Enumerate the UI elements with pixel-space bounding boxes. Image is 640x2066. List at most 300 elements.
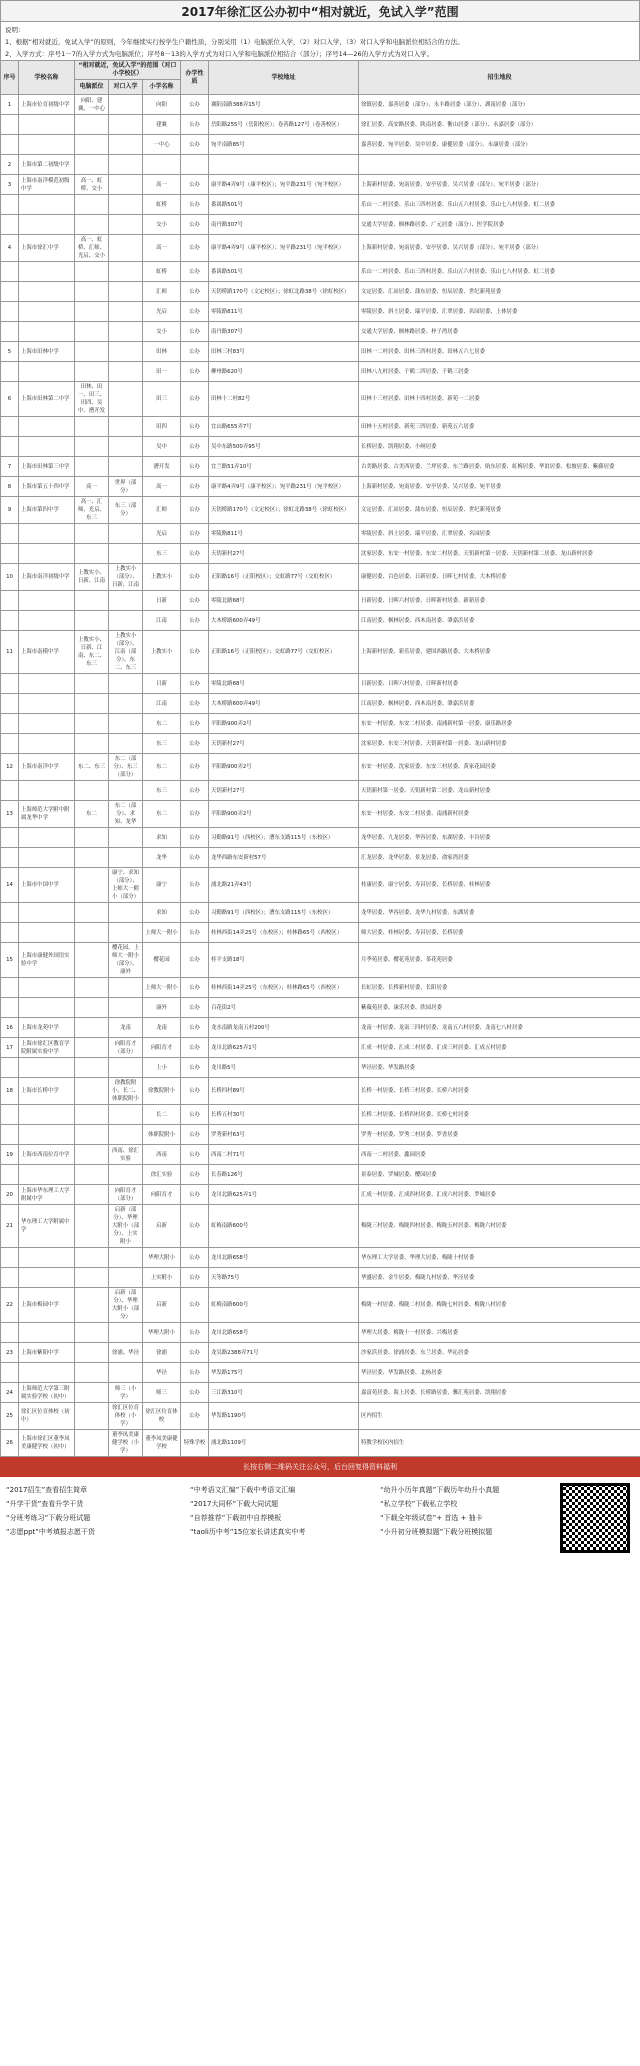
table-row [1,1288,640,1323]
header-direct: 对口入学 [109,80,143,95]
table-row [1,1403,640,1430]
cell-address: 零陵路811号 [209,524,359,544]
cell-direct [109,95,143,115]
cell-zone: 师大居委、桂林居委、寿昌居委、长桥居委 [359,923,640,943]
table-row [1,1343,640,1363]
table-row [1,115,640,135]
cell-address: 岳阳路255号（岳阳校区）；卷善路127号（卷善校区） [209,115,359,135]
footer-link[interactable]: “志愿ppt”中考填报志愿干货 [6,1528,95,1536]
cell-lottery [75,674,109,694]
cell-nature: 公办 [181,1165,209,1185]
cell-address: 天钥新村27号 [209,781,359,801]
cell-lottery [75,195,109,215]
enrollment-table [0,60,640,1457]
cell-address: 西南二村71号 [209,1145,359,1165]
cell-no [1,1058,19,1078]
cell-direct [109,262,143,282]
cell-address: 平阳路900弄2号 [209,754,359,781]
cell-primary: 虹桥 [143,262,181,282]
cell-primary: 田三 [143,382,181,417]
cell-nature: 公办 [181,302,209,322]
cell-direct [109,694,143,714]
cell-direct: 董李凤美康健学校（小学） [109,1430,143,1457]
cell-zone: 汇成一村居委、汇成四村居委、汇成六村居委、罗城居委 [359,1185,640,1205]
table-row [1,1363,640,1383]
cell-nature: 公办 [181,437,209,457]
table-row [1,1105,640,1125]
notes-line-2: 2、入学方式：序号1－7的入学方式为电脑派位；序号8－13的入学方式为对口入学和电脑派位相结合（部分）；序号14—26的入学方式为对口入学。 [5,50,434,58]
cell-nature: 公办 [181,1078,209,1105]
table-row [1,342,640,362]
cell-direct [109,135,143,155]
cell-school: 上海市南洋中学 [19,754,75,781]
cell-school [19,262,75,282]
table-row [1,135,640,155]
cell-zone: 徐镇居委、嘉善居委（部分）、永丰路居委（部分）、湖南居委（部分） [359,95,640,115]
cell-school: 上海市第二初级中学 [19,155,75,175]
cell-primary: 吴中 [143,437,181,457]
table-row [1,828,640,848]
cell-primary: 徐浦 [143,1343,181,1363]
cell-nature: 公办 [181,754,209,781]
cell-address: 桂林西街14弄25号（东校区）；桂林路65号（西校区） [209,978,359,998]
cell-address: 天钥新村27号 [209,734,359,754]
cell-lottery [75,1018,109,1038]
cell-no [1,135,19,155]
cell-direct [109,175,143,195]
cell-primary: 华理大附小 [143,1323,181,1343]
cell-school [19,282,75,302]
cell-primary: 东二 [143,801,181,828]
cell-nature: 公办 [181,115,209,135]
table-row [1,1383,640,1403]
cell-direct [109,302,143,322]
cell-zone: 嘉善居委、宛平居委、吴中居委、康健居委（部分）、永康居委（部分） [359,135,640,155]
cell-address: 南丹路307号 [209,322,359,342]
cell-primary: 体职院附小 [143,1125,181,1145]
cell-primary: 日新 [143,591,181,611]
cell-school [19,828,75,848]
cell-lottery [75,828,109,848]
cell-school: 上海市田林中学 [19,342,75,362]
cell-nature: 公办 [181,1363,209,1383]
cell-nature: 公办 [181,135,209,155]
cell-direct [109,1323,143,1343]
cell-school: 上海市田林第三中学 [19,457,75,477]
cell-primary: 高一 [143,477,181,497]
cell-school: 上海市南洋初级中学 [19,564,75,591]
cell-address: 正阳路16号（正阳校区）；交虹路77号（交虹校区） [209,564,359,591]
cell-direct [109,828,143,848]
cell-primary: 向阳 [143,95,181,115]
cell-primary: 董李凤美康健学校 [143,1430,181,1457]
cell-lottery [75,923,109,943]
cell-nature: 公办 [181,282,209,302]
cell-lottery: 高一、虹桥、汇师、光启、交小 [75,235,109,262]
cell-no [1,215,19,235]
cell-school: 上海市南模中学 [19,631,75,674]
cell-zone: 康健居委、百色居委、日新居委、日晖七村居委、大木桥居委 [359,564,640,591]
cell-lottery [75,611,109,631]
cell-primary: 一中心 [143,135,181,155]
cell-no [1,828,19,848]
footer-link[interactable]: “下载全年级试卷”+ 首选 + 抽卡 [380,1514,483,1522]
cell-address: 虹梅南路600号 [209,1205,359,1248]
cell-school [19,674,75,694]
cell-school [19,1323,75,1343]
cell-no: 12 [1,754,19,781]
cell-school: 上海市梅园中学 [19,1288,75,1323]
cell-lottery [75,1078,109,1105]
cell-lottery [75,262,109,282]
cell-school [19,115,75,135]
cell-nature: 公办 [181,215,209,235]
cell-school: 上海市长桥中学 [19,1078,75,1105]
footer-link[interactable]: “升学干货”查看升学干货 [6,1500,84,1508]
cell-zone: 徐汇居委、高安路居委、陕南居委、衡山居委（部分）、永嘉居委（部分） [359,115,640,135]
cell-primary: 康外 [143,998,181,1018]
cell-zone: 田林十五村居委、新苑三四居委、新苑五六居委 [359,417,640,437]
cell-no [1,302,19,322]
cell-lottery [75,903,109,923]
cell-no [1,1363,19,1383]
cell-school [19,1105,75,1125]
cell-school: 上海市徐汇区董李凤美康健学校（初中） [19,1430,75,1457]
cell-primary: 光启 [143,524,181,544]
cell-address: 吴中东路500弄95号 [209,437,359,457]
table-row [1,235,640,262]
cell-address: 长桥五村30号 [209,1105,359,1125]
cell-zone: 罗秀一村居委、罗秀二村居委、罗香居委 [359,1125,640,1145]
cell-nature: 公办 [181,1185,209,1205]
cell-school [19,1363,75,1383]
header-no: 序号 [1,61,19,95]
table-row [1,1165,640,1185]
footer-link[interactable]: “私立学校”下载私立学校 [380,1500,458,1508]
cell-zone: 文定居委、汇站居委、蒲东居委、恒辰居委、世纪新苑居委 [359,282,640,302]
cell-no [1,1248,19,1268]
notes-heading: 说明： [5,26,25,34]
cell-school: 上海市第四中学 [19,497,75,524]
table-row [1,477,640,497]
cell-nature: 公办 [181,998,209,1018]
cell-primary: 西南 [143,1145,181,1165]
cell-address: 田林三村83号 [209,342,359,362]
cell-school [19,611,75,631]
cell-lottery [75,1288,109,1323]
cell-no: 16 [1,1018,19,1038]
cell-school: 徐汇区位育体校（初中） [19,1403,75,1430]
cell-lottery [75,868,109,903]
cell-primary: 田四 [143,417,181,437]
cell-no: 8 [1,477,19,497]
cell-zone: 汇龙居委、龙华居委、景龙居委、俞家湾居委 [359,848,640,868]
notes [0,22,640,60]
cell-school [19,1058,75,1078]
footer-link[interactable]: “2017大同杯”下载大同试题 [190,1500,279,1508]
cell-lottery [75,978,109,998]
cell-address: 平阳路900弄2号 [209,714,359,734]
cell-nature: 公办 [181,1105,209,1125]
cell-zone: 梅陇三村居委、梅陇四村居委、梅陇五村居委、梅陇六村居委 [359,1205,640,1248]
cell-address: 桂林西街14弄25号（东校区）；桂林路65号（西校区） [209,923,359,943]
cell-zone: 日新居委、日晖六村居委、日晖新村居委 [359,674,640,694]
cell-direct [109,1165,143,1185]
cell-lottery [75,1430,109,1457]
table-row [1,382,640,417]
cell-no: 18 [1,1078,19,1105]
cell-direct: 徐浦、华泾 [109,1343,143,1363]
cell-primary: 光启 [143,302,181,322]
cell-direct [109,342,143,362]
header-range: “相对就近，免试入学”的范围（对口小学校区） [75,61,181,80]
cell-nature: 公办 [181,95,209,115]
cell-address: 零陵路811号 [209,302,359,322]
footer-col-1 [6,1483,95,1539]
cell-address: 龙川北路625弄1号 [209,1185,359,1205]
cell-school [19,591,75,611]
cell-no [1,674,19,694]
cell-no: 23 [1,1343,19,1363]
cell-lottery: 上教实小、日新、江南、东二、东三 [75,631,109,674]
cell-lottery [75,215,109,235]
cell-direct [109,362,143,382]
footer-link[interactable]: “幼升小历年真题”下载历年幼升小真题 [380,1486,500,1494]
cell-lottery [75,1125,109,1145]
cell-no [1,923,19,943]
cell-zone: 乐山一二村居委、乐山三四村居委、乐山五六村居委、乐山七八村居委、虹二居委 [359,262,640,282]
cell-address: 襄阳南路388弄15号 [209,95,359,115]
cell-address: 罗秀新村63号 [209,1125,359,1145]
cell-no: 15 [1,943,19,978]
table-row [1,155,640,175]
table-row [1,362,640,382]
footer-col-3 [380,1483,499,1539]
cell-nature: 公办 [181,1038,209,1058]
cell-address: 大木桥路600弄49号 [209,611,359,631]
cell-direct [109,674,143,694]
cell-school [19,734,75,754]
cell-primary: 徐汇实验 [143,1165,181,1185]
cell-primary: 交小 [143,322,181,342]
cell-address: 百花街2号 [209,998,359,1018]
cell-lottery: 上教实小、日新、江南 [75,564,109,591]
cell-no: 26 [1,1430,19,1457]
table-row [1,1145,640,1165]
cell-nature: 公办 [181,564,209,591]
cell-nature: 公办 [181,611,209,631]
table-row [1,734,640,754]
cell-nature [181,155,209,175]
cell-no [1,694,19,714]
cell-nature: 公办 [181,1018,209,1038]
cell-zone: 长虹居委、长桥新村居委、长阳居委 [359,978,640,998]
cell-no: 17 [1,1038,19,1058]
table-row [1,591,640,611]
cell-direct [109,591,143,611]
cell-primary: 华泾 [143,1363,181,1383]
cell-address: 南丹路307号 [209,215,359,235]
cell-zone: 零陵居委、斜土居委、瑞平居委、汇翠居委、名园居委、上体居委 [359,302,640,322]
cell-zone [359,155,640,175]
cell-address: 龙吴路2388弄71号 [209,1343,359,1363]
cell-nature: 公办 [181,1323,209,1343]
cell-school [19,923,75,943]
cell-address: 浦北路21弄43号 [209,868,359,903]
cell-primary: 启新 [143,1288,181,1323]
cell-direct [109,923,143,943]
cell-address: 龙川北路658号 [209,1323,359,1343]
cell-nature: 公办 [181,801,209,828]
footer-link[interactable]: “自荐推荐”下载初中自荐模板 [190,1514,282,1522]
cell-direct: 启新（部分）、华理大附小（部分） [109,1288,143,1323]
cell-lottery: 向阳、建襄、一中心 [75,95,109,115]
cell-lottery [75,1363,109,1383]
table-row [1,923,640,943]
cell-lottery [75,694,109,714]
cell-address: 龙川北路625弄1号 [209,1038,359,1058]
footer-link[interactable]: “小升初分班模拟题”下载分班模拟题 [380,1528,493,1536]
cell-direct [109,322,143,342]
cell-primary: 东三 [143,734,181,754]
cell-nature: 公办 [181,943,209,978]
cell-no [1,362,19,382]
cell-no [1,998,19,1018]
cell-address: 番禺路501号 [209,262,359,282]
cell-zone: 江南居委、枫林居委、西木南居委、肇嘉浜居委 [359,611,640,631]
footer-link[interactable]: “中考语文汇编”下载中考语文汇编 [190,1486,296,1494]
cell-direct: 樱花园、上师大一附小（部分）、康外 [109,943,143,978]
cell-direct [109,1058,143,1078]
cell-direct [109,235,143,262]
table-row [1,1430,640,1457]
cell-lottery [75,1205,109,1248]
cell-zone: 沙家浜居委、徐浦居委、东兰居委、华沁居委 [359,1343,640,1363]
cell-primary: 东三 [143,544,181,564]
cell-school [19,998,75,1018]
cell-school [19,302,75,322]
footer-link[interactable]: “taoli历中考”15位家长讲述真实中考 [190,1528,306,1536]
cell-address: 宜兰路51弄10号 [209,457,359,477]
cell-address: 龙川北路658号 [209,1248,359,1268]
cell-no: 6 [1,382,19,417]
cell-nature: 公办 [181,524,209,544]
table-row [1,754,640,781]
cell-nature: 公办 [181,1268,209,1288]
cell-nature: 公办 [181,1145,209,1165]
cell-zone: 东安一村居委、东安二村居委、南浦新村居委 [359,801,640,828]
cell-zone: 交通大学居委、枫林路居委、广元居委（部分）、医学院居委 [359,215,640,235]
cell-primary: 樱花园 [143,943,181,978]
table-row [1,175,640,195]
cell-direct: 上教实小（部分）、江南（部分）、东二、东三 [109,631,143,674]
cell-lottery [75,714,109,734]
table-row [1,262,640,282]
cell-nature: 公办 [181,631,209,674]
table-row [1,943,640,978]
cell-school [19,714,75,734]
cell-no: 22 [1,1288,19,1323]
cell-primary: 田一 [143,362,181,382]
cell-nature: 公办 [181,1125,209,1145]
cell-address: 浦北路1109号 [209,1430,359,1457]
cell-nature: 公办 [181,235,209,262]
footer-col-2 [190,1483,305,1539]
cell-address: 天钥新村27号 [209,544,359,564]
cell-lottery [75,943,109,978]
cell-address: 柳州路620号 [209,362,359,382]
cell-no: 21 [1,1205,19,1248]
cell-direct [109,903,143,923]
cell-primary: 汇师 [143,497,181,524]
cell-zone: 零陵居委、斜土居委、瑞平居委、汇翠居委、名园居委 [359,524,640,544]
cell-address: 虹梅南路600号 [209,1288,359,1323]
table-row [1,694,640,714]
cell-no: 25 [1,1403,19,1430]
cell-primary: 建襄 [143,115,181,135]
cell-school [19,437,75,457]
cell-direct [109,524,143,544]
cell-lottery [75,998,109,1018]
cell-address: 长春路126号 [209,1165,359,1185]
table-row [1,1248,640,1268]
cell-zone: 江南居委、枫林居委、西木南居委、肇嘉浜居委 [359,694,640,714]
cell-direct: 向阳育才（部分） [109,1038,143,1058]
cell-direct: 龙南 [109,1018,143,1038]
cell-lottery [75,1185,109,1205]
cell-no: 2 [1,155,19,175]
table-row [1,497,640,524]
cell-primary: 长二 [143,1105,181,1125]
table-row [1,674,640,694]
cell-school: 上海市徐汇中学 [19,235,75,262]
header-zone: 招生地段 [359,61,640,95]
cell-lottery [75,1323,109,1343]
header-address: 学校地址 [209,61,359,95]
cell-lottery [75,362,109,382]
cell-lottery [75,591,109,611]
cell-direct [109,781,143,801]
table-row [1,1323,640,1343]
cell-address: 平阳路900弄2号 [209,801,359,828]
footer-link[interactable]: “分班考练习”下载分班试题 [6,1514,91,1522]
cell-zone: 长桥二村居委、长桥四村居委、长桥七村居委 [359,1105,640,1125]
cell-nature: 公办 [181,828,209,848]
cell-nature: 公办 [181,544,209,564]
cell-direct: 徐教院附小、长二、体职院附小 [109,1078,143,1105]
cell-nature: 公办 [181,362,209,382]
cell-nature: 公办 [181,477,209,497]
footer-link[interactable]: “2017招生”查看招生简章 [6,1486,88,1494]
cell-nature: 公办 [181,342,209,362]
cell-zone: 田林八九村居委、千鹤二四居委、千鹤三居委 [359,362,640,382]
cell-lottery [75,322,109,342]
cell-direct [109,1363,143,1383]
cell-address: 宜山路655弄7号 [209,417,359,437]
table-row [1,998,640,1018]
cell-no: 24 [1,1383,19,1403]
cell-school [19,694,75,714]
cell-address: 天钥桥路170号（文定校区）；徐虹北路38号（徐虹校区） [209,497,359,524]
cell-lottery: 高一、虹桥、交小 [75,175,109,195]
cell-no [1,282,19,302]
cell-primary: 东二 [143,714,181,734]
cell-address: 天钥桥路170号（文定校区）；徐虹北路38号（徐虹校区） [209,282,359,302]
qr-code-icon[interactable] [560,1483,630,1553]
cell-no [1,115,19,135]
table-row [1,903,640,923]
cell-primary: 上小 [143,1058,181,1078]
